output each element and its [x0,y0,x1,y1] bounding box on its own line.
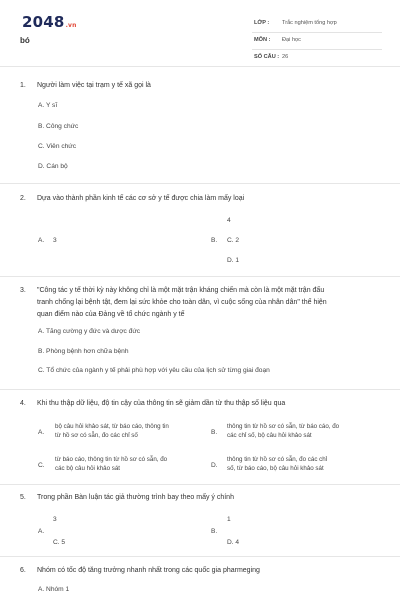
question-text: Dựa vào thành phần kinh tế các cơ sở y tế được chia làm mấy loại [37,195,245,202]
question-3 [20,285,324,297]
option-line: thông tin từ hồ sơ có sẵn, đo các chỉ [227,456,328,463]
option-a[interactable]: 3 [53,237,57,244]
option-line: thông tin từ hồ sơ có sẵn, từ báo cáo, đo [227,423,340,430]
meta-mon-value: Đại học [282,37,301,43]
divider [0,556,400,557]
question-number: 6. [20,567,26,574]
header [0,0,400,64]
option-d-label: D. [211,462,218,469]
brand-logo[interactable] [22,13,77,31]
option-c[interactable] [55,455,167,473]
option-line: từ hồ sơ có sẵn, đo các chỉ số [55,432,138,439]
option-d[interactable]: D. Cán bộ [38,163,68,170]
meta-box [252,16,382,67]
question-number: 3. [20,287,26,294]
divider [0,66,400,67]
meta-mon-label: MÔN : [254,37,271,43]
question-text: Khi thu thập dữ liệu, độ tin cậy của thông tin sẽ giảm dần từ thu thập số liệu qua [37,400,286,407]
divider [0,276,400,277]
option-b-label: B. [211,429,218,436]
question-text-line: quan điểm nào của Đảng về tổ chức ngành y tế [37,311,185,318]
option-b-label: B. [211,237,218,244]
question-number: 1. [20,82,26,89]
meta-socau-value: 26 [282,54,289,60]
meta-socau-label: SỐ CÂU : [254,54,280,60]
meta-row-lop [252,16,382,33]
option-c[interactable]: C. 2 [227,237,240,244]
option-line: các chỉ số, bộ câu hỏi khảo sát [227,432,312,439]
option-line: các bộ câu hỏi khảo sát [55,465,121,472]
option-b[interactable]: B. Phòng bệnh hơn chữa bệnh [38,348,129,355]
meta-row-mon [252,33,382,50]
question-text: Nhóm có tốc độ tăng trưởng nhanh nhất trong các quốc gia pharmeging [37,567,260,574]
question-text: Người làm việc tại trạm y tế xã gọi là [37,82,151,89]
question-number: 5. [20,494,26,501]
brand-tld: .vn [65,22,77,29]
option-b[interactable] [227,422,339,440]
question-2 [20,193,244,205]
brand-name: 2048 [22,13,65,31]
divider [0,389,400,390]
option-b-label: B. [211,528,218,535]
option-a-label: A. [38,429,45,436]
option-value[interactable]: 4 [227,217,231,224]
option-c-label: C. [38,462,45,469]
question-text-line: tranh chống lại bệnh tật, đem lại sức khỏe cho toàn dân, vì cuộc sống của nhân dân" thể hiện [37,299,327,306]
divider [0,183,400,184]
question-4 [20,398,285,410]
option-line: số, từ báo cáo, bộ câu hỏi khảo sát [227,465,324,472]
meta-row-socau [252,50,382,67]
question-text: Trong phần Bàn luận tác giả thường trình bay theo mấy ý chính [37,494,234,501]
option-c[interactable]: C. Viên chức [38,143,77,150]
option-d[interactable]: D. 1 [227,257,240,264]
option-d[interactable]: D. 4 [227,539,240,546]
option-a[interactable] [55,422,169,440]
meta-lop-label: LỚP : [254,20,270,26]
question-1 [20,80,151,92]
meta-lop-value: Trắc nghiệm tổng hợp [282,20,337,26]
option-a-label: A. [38,237,45,244]
question-5 [20,492,234,504]
question-number: 4. [20,400,26,407]
option-a[interactable]: 3 [53,516,57,523]
question-6 [20,565,260,577]
option-c[interactable]: C. Tổ chức của ngành y tế phải phù hợp với yêu cầu của lịch sử từng giai đoạn [38,367,270,374]
divider [0,484,400,485]
option-a[interactable]: A. Nhóm 1 [38,586,70,593]
option-b[interactable]: B. Công chức [38,123,79,130]
question-text-line: "Công tác y tế thời kỳ này không chỉ là một mặt trận kháng chiến mà còn là một mặt trận đấu [37,287,325,294]
option-b[interactable]: 1 [227,516,231,523]
option-line: bộ câu hỏi khảo sát, từ báo cáo, thông tin [55,423,169,430]
option-c[interactable]: C. 5 [53,539,66,546]
question-number: 2. [20,195,26,202]
option-line: từ báo cáo, thông tin từ hồ sơ có sẵn, đo [55,456,168,463]
option-a[interactable]: A. Tăng cường y đức và dược đức [38,328,141,335]
option-d[interactable] [227,455,327,473]
subject-title: bó [20,36,30,45]
option-a[interactable]: A. Y sĩ [38,102,58,109]
option-a-label: A. [38,528,45,535]
